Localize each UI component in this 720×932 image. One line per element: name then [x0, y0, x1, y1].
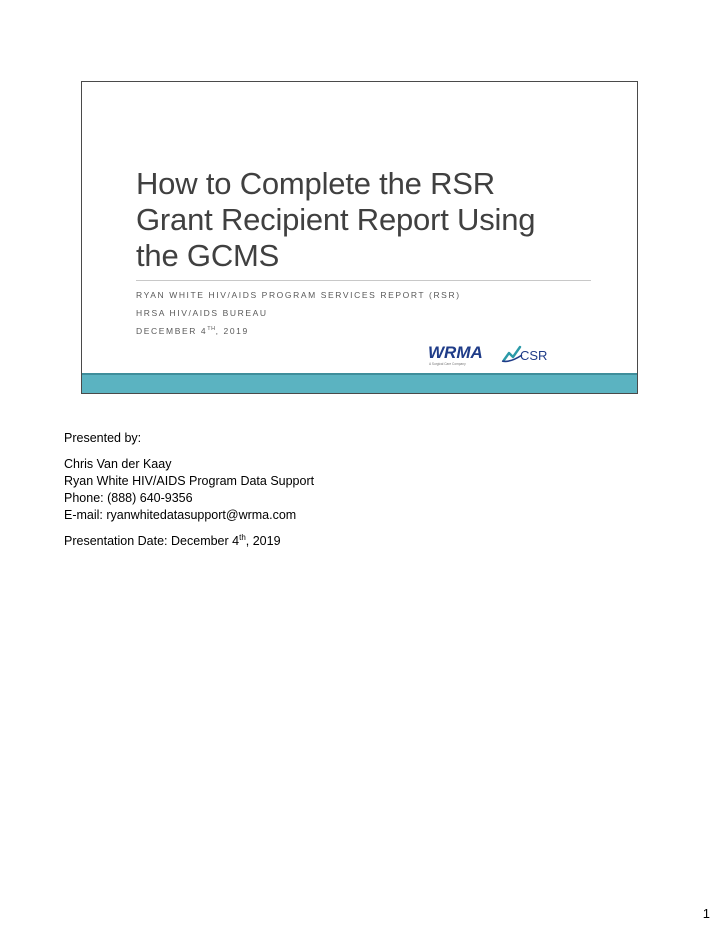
speaker-notes: [64, 430, 314, 559]
title-divider: [136, 280, 591, 281]
svg-text:WRMA: WRMA: [428, 343, 483, 362]
presenter-block: [64, 456, 314, 524]
subtitle-program: RYAN WHITE HIV/AIDS PROGRAM SERVICES REPORT (RSR): [136, 290, 461, 300]
slide-thumbnail: [81, 81, 638, 394]
presentation-date: Presentation Date: December 4th, 2019: [64, 532, 281, 548]
wrma-logo: [428, 343, 483, 366]
presenter-email: E-mail: ryanwhitedatasupport@wrma.com: [64, 508, 297, 522]
csr-logo: [502, 347, 547, 363]
presenter-name: Chris Van der Kaay: [64, 457, 172, 471]
svg-text:CSR: CSR: [520, 348, 548, 363]
presented-by-label: Presented by:: [64, 431, 142, 445]
slide-title: How to Complete the RSR Grant Recipient Report Using the GCMS: [136, 166, 536, 273]
svg-text:A Surgical Care Company: A Surgical Care Company: [429, 362, 466, 366]
subtitle-date: DECEMBER 4TH, 2019: [136, 326, 249, 336]
page-number: 1: [702, 906, 710, 921]
subtitle-bureau: HRSA HIV/AIDS BUREAU: [136, 308, 268, 318]
presenter-org: Ryan White HIV/AIDS Program Data Support: [64, 474, 315, 488]
slide-footer-band: [82, 373, 637, 393]
presenter-phone: Phone: (888) 640-9356: [64, 491, 193, 505]
sponsor-logos: [428, 341, 558, 367]
